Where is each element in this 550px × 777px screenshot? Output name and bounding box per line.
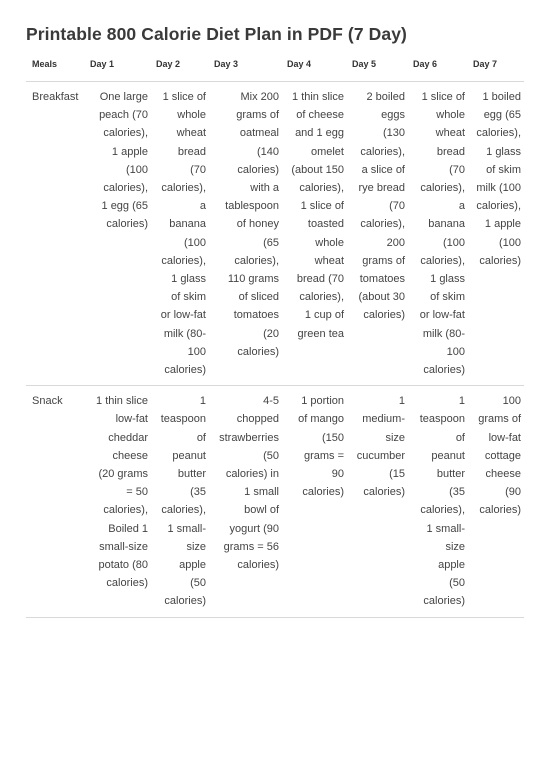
cell-line: of skim	[486, 163, 521, 176]
cell-line: 1	[199, 395, 206, 408]
cell-line: calories),	[476, 127, 521, 140]
cell-line: whole	[315, 236, 344, 249]
meal-label: Snack	[26, 386, 85, 617]
cell-line: peanut	[172, 449, 206, 462]
column-header-day-3: Day 3	[209, 52, 282, 82]
cell-line: bread (70	[296, 273, 344, 286]
cell-line: 1 slice of	[162, 91, 206, 103]
meal-label: Breakfast	[26, 82, 85, 386]
cell-line: (about 30	[358, 291, 405, 304]
cell-line: size	[385, 431, 405, 444]
cell-line: low-fat	[115, 413, 148, 426]
cell-line: 1 slice of	[300, 200, 344, 213]
table-cell	[209, 386, 282, 617]
cell-line: 1	[458, 395, 465, 408]
cell-line: wheat	[176, 127, 206, 140]
cell-line: 1 small	[244, 486, 279, 499]
table-cell	[468, 386, 524, 617]
cell-line: wheat	[435, 127, 465, 140]
cell-line: size	[445, 540, 465, 553]
cell-line: (140	[256, 145, 279, 158]
cell-line: calories),	[299, 182, 344, 195]
cell-line: 1 glass	[486, 145, 521, 158]
cell-line: of cheese	[296, 109, 344, 122]
cell-line: wheat	[314, 254, 344, 267]
cell-line: peanut	[431, 449, 465, 462]
cell-line: calories),	[420, 182, 465, 195]
cell-line: milk (80-	[422, 327, 465, 340]
cell-line: toasted	[307, 218, 344, 231]
cell-line: cheese	[112, 449, 148, 462]
cell-line: 100	[502, 395, 521, 408]
table-cell	[408, 386, 468, 617]
cell-line: 1 apple	[111, 145, 148, 158]
cell-line: = 50	[126, 486, 148, 499]
cell-line: (about 150	[291, 163, 344, 176]
cell-line: (70	[389, 200, 405, 213]
cell-line: butter	[436, 468, 465, 481]
table-cell	[282, 386, 347, 617]
cell-line: calories)	[479, 504, 521, 517]
cell-line: calories),	[103, 127, 148, 140]
column-header-day-7: Day 7	[468, 52, 524, 82]
table-cell	[468, 82, 524, 386]
cell-line: calories),	[161, 254, 206, 267]
cell-line: of mango	[298, 413, 344, 426]
cell-line: eggs	[381, 109, 405, 122]
cell-line: bowl of	[244, 504, 279, 517]
table-cell	[85, 386, 151, 617]
cell-line: grams of	[478, 413, 521, 426]
cell-line: 2 boiled	[366, 91, 405, 103]
cell-line: omelet	[310, 145, 344, 158]
cell-line: (130	[382, 127, 405, 140]
column-header-day-1: Day 1	[85, 52, 151, 82]
cell-line: cucumber	[356, 449, 405, 462]
cell-line: (35	[449, 486, 465, 499]
cell-line: calories),	[103, 182, 148, 195]
cell-line: or low-fat	[160, 309, 206, 322]
cell-line: (70	[449, 163, 465, 176]
cell-line: of honey	[236, 218, 279, 231]
cell-line: banana	[428, 218, 465, 231]
cell-line: calories)	[363, 309, 405, 322]
cell-line: of	[196, 431, 206, 444]
table-header-row	[26, 52, 524, 82]
cell-line: (90	[505, 486, 521, 499]
cell-line: with a	[250, 182, 279, 195]
cell-line: grams of	[362, 254, 405, 267]
cell-line: Boiled 1	[108, 522, 148, 535]
cell-line: 110 grams	[227, 273, 279, 286]
column-header-meals: Meals	[26, 52, 85, 82]
cell-line: calories)	[106, 218, 148, 231]
table-cell	[408, 82, 468, 386]
cell-line: One large	[99, 91, 148, 103]
cell-line: calories)	[237, 559, 279, 572]
cell-line: banana	[169, 218, 206, 231]
cell-line: calories)	[423, 595, 465, 608]
cell-line: grams =	[303, 449, 344, 462]
cell-line: a	[458, 200, 465, 213]
cell-line: teaspoon	[419, 413, 465, 426]
cell-line: yogurt (90	[229, 522, 279, 535]
cell-line: tablespoon	[225, 200, 279, 213]
cell-line: tomatoes	[359, 273, 405, 286]
cell-line: rye bread	[358, 182, 405, 195]
cell-line: cheese	[485, 468, 521, 481]
column-header-day-2: Day 2	[151, 52, 209, 82]
cell-line: 1 small-	[167, 522, 206, 535]
table-cell	[347, 386, 408, 617]
table-cell	[85, 82, 151, 386]
column-header-day-5: Day 5	[347, 52, 408, 82]
cell-line: 1 egg (65	[101, 200, 148, 213]
cell-line: calories),	[299, 291, 344, 304]
cell-line: calories)	[479, 254, 521, 267]
table-cell	[151, 82, 209, 386]
table-row	[26, 82, 524, 386]
cell-line: peach (70	[99, 109, 148, 122]
cell-line: (20 grams	[98, 468, 148, 481]
cell-line: 100	[187, 345, 206, 358]
cell-line: a slice of	[361, 163, 405, 176]
cell-line: 200	[386, 236, 405, 249]
cell-line: butter	[177, 468, 206, 481]
cell-line: 1 thin slice	[96, 395, 148, 408]
cell-line: 1 thin slice	[292, 91, 344, 103]
cell-line: or low-fat	[419, 309, 465, 322]
cell-line: teaspoon	[160, 413, 206, 426]
cell-line: calories)	[164, 364, 206, 377]
cell-line: 4-5	[263, 395, 279, 408]
cell-line: (15	[389, 468, 405, 481]
cell-line: 1	[398, 395, 405, 408]
cell-line: 1 cup of	[304, 309, 344, 322]
cell-line: apple	[438, 559, 465, 572]
cell-line: (50	[190, 577, 206, 590]
cell-line: 1 glass	[171, 273, 206, 286]
cell-line: 1 boiled	[482, 91, 521, 103]
cell-line: grams of	[236, 109, 279, 122]
cell-line: milk (80-	[163, 327, 206, 340]
cell-line: calories),	[360, 218, 405, 231]
cell-line: egg (65	[483, 109, 521, 122]
cell-line: (100	[498, 236, 521, 249]
cell-line: calories) in	[225, 468, 279, 481]
table-cell	[151, 386, 209, 617]
cell-line: cottage	[484, 449, 521, 462]
cell-line: calories)	[237, 163, 279, 176]
cell-line: whole	[177, 109, 206, 122]
table-cell	[347, 82, 408, 386]
cell-line: (150	[321, 431, 344, 444]
cell-line: cheddar	[108, 431, 148, 444]
cell-line: 1 portion	[301, 395, 344, 408]
table-row	[26, 386, 524, 617]
cell-line: grams = 56	[223, 540, 279, 553]
column-header-day-6: Day 6	[408, 52, 468, 82]
cell-line: 1 glass	[430, 273, 465, 286]
cell-line: a	[199, 200, 206, 213]
cell-line: calories),	[420, 254, 465, 267]
cell-line: calories),	[420, 504, 465, 517]
cell-line: (50	[449, 577, 465, 590]
cell-line: calories)	[302, 486, 344, 499]
cell-line: (70	[190, 163, 206, 176]
cell-line: (35	[190, 486, 206, 499]
cell-line: calories),	[161, 504, 206, 517]
cell-line: of	[455, 431, 465, 444]
cell-line: green tea	[297, 327, 344, 340]
cell-line: (65	[263, 236, 279, 249]
cell-line: 1 small-	[426, 522, 465, 535]
cell-line: bread	[177, 145, 206, 158]
cell-line: small-size	[99, 540, 148, 553]
cell-line: calories)	[363, 486, 405, 499]
cell-line: bread	[436, 145, 465, 158]
cell-line: tomatoes	[233, 309, 279, 322]
diet-plan-table	[26, 52, 524, 618]
column-header-day-4: Day 4	[282, 52, 347, 82]
cell-line: of skim	[171, 291, 206, 304]
cell-line: calories),	[360, 145, 405, 158]
cell-line: 90	[331, 468, 344, 481]
cell-line: chopped	[236, 413, 279, 426]
cell-line: low-fat	[488, 431, 521, 444]
cell-line: of skim	[430, 291, 465, 304]
cell-line: 1 slice of	[421, 91, 465, 103]
cell-line: oatmeal	[239, 127, 279, 140]
cell-line: 1 apple	[484, 218, 521, 231]
cell-line: (100	[442, 236, 465, 249]
cell-line: apple	[179, 559, 206, 572]
cell-line: Mix 200	[240, 91, 279, 103]
cell-line: medium-	[362, 413, 405, 426]
cell-line: (50	[263, 449, 279, 462]
cell-line: strawberries	[219, 431, 279, 444]
cell-line: whole	[436, 109, 465, 122]
cell-line: size	[186, 540, 206, 553]
cell-line: milk (100	[476, 182, 521, 195]
cell-line: (20	[263, 327, 279, 340]
cell-line: calories)	[164, 595, 206, 608]
cell-line: calories),	[234, 254, 279, 267]
cell-line: (100	[183, 236, 206, 249]
page-title: Printable 800 Calorie Diet Plan in PDF (7 Day)	[26, 24, 407, 44]
cell-line: calories),	[103, 504, 148, 517]
cell-line: of sliced	[238, 291, 279, 304]
cell-line: calories)	[237, 345, 279, 358]
table-cell	[282, 82, 347, 386]
cell-line: calories),	[476, 200, 521, 213]
cell-line: 100	[446, 345, 465, 358]
cell-line: (100	[125, 163, 148, 176]
cell-line: and 1 egg	[295, 127, 344, 140]
table-cell	[209, 82, 282, 386]
cell-line: calories),	[161, 182, 206, 195]
cell-line: potato (80	[98, 559, 148, 572]
cell-line: calories)	[423, 364, 465, 377]
cell-line: calories)	[106, 577, 148, 590]
